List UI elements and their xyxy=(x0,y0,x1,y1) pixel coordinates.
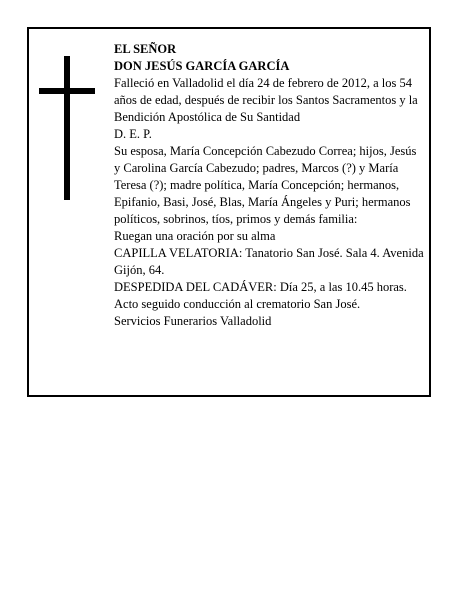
rip-line: D. E. P. xyxy=(114,127,152,141)
cross-vertical-bar xyxy=(64,56,70,200)
obituary-text xyxy=(114,41,424,330)
prayer-request: Ruegan una oración por su alma xyxy=(114,229,276,243)
family-list: Su esposa, María Concepción Cabezudo Correa; hijos, Jesús y Carolina García Cabezudo; padres, Marcos (?) y María Teresa (?); madre política, María Concepción; hermanos, Epifanio, Basi, José, Blas, María Ángeles y Puri; hermanos políticos, sobrinos, tíos, primos y demás familia: xyxy=(114,144,417,226)
cross-icon xyxy=(39,56,95,200)
farewell-info: DESPEDIDA DEL CADÁVER: Día 25, a las 10.45 horas. Acto seguido conducción al crematorio San José. xyxy=(114,280,407,311)
obituary-notice xyxy=(27,27,431,397)
cross-horizontal-bar xyxy=(39,88,95,94)
death-announcement: Falleció en Valladolid el día 24 de febrero de 2012, a los 54 años de edad, después de recibir los Santos Sacramentos y la Bendición Apostólica de Su Santidad xyxy=(114,76,418,124)
heading-title: EL SEÑOR xyxy=(114,42,177,56)
funeral-services: Servicios Funerarios Valladolid xyxy=(114,314,272,328)
chapel-info: CAPILLA VELATORIA: Tanatorio San José. Sala 4. Avenida Gijón, 64. xyxy=(114,246,424,277)
deceased-name: DON JESÚS GARCÍA GARCÍA xyxy=(114,59,290,73)
